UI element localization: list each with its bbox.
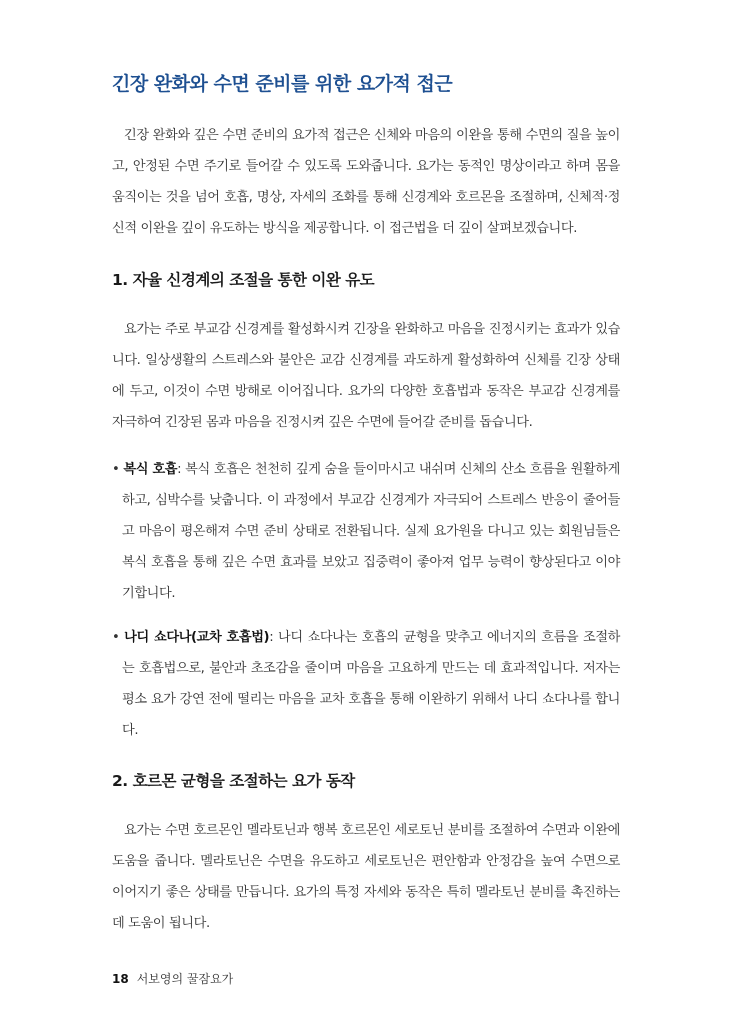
book-title: 서보영의 꿀잠요가 [136, 972, 234, 986]
section-2-heading: 2. 호르몬 균형을 조절하는 요가 동작 [112, 772, 355, 790]
section-1-paragraph: 요가는 주로 부교감 신경계를 활성화시켜 긴장을 완화하고 마음을 진정시키는 효과가 있습니다. 일상생활의 스트레스와 불안은 교감 신경계를 과도하게 활성화하여 신체를 긴장 상태에 두고, 이것이 수면 방해로 이어집니다. 요가의 다양한 호흡법과 동작은 부교감 신경계를 자극하여 긴장된 몸과 마음을 진정시켜 깊은 수면에 들어갈 준비를 돕습니다. [112, 322, 620, 430]
page-number: 18 [112, 972, 129, 986]
bullet-marker: • [112, 462, 124, 477]
page-title: 긴장 완화와 수면 준비를 위한 요가적 접근 [112, 73, 453, 95]
bullet-text: : 나디 쇼다나는 호흡의 균형을 맞추고 에너지의 흐름을 조절하는 호흡법으로, 불안과 초조감을 줄이며 마음을 고요하게 만드는 데 효과적입니다. 저자는 평소 요가 강연 전에 떨리는 마음을 교차 호흡을 통해 이완하기 위해서 나디 쇼다나를 합니다. [122, 630, 621, 738]
bullet-item-nadi-shodhana [112, 622, 620, 746]
bullet-term: 복식 호흡 [123, 462, 178, 477]
intro-paragraph: 긴장 완화와 깊은 수면 준비의 요가적 접근은 신체와 마음의 이완을 통해 수면의 질을 높이고, 안정된 수면 주기로 들어갈 수 있도록 도와줍니다. 요가는 동적인 명상이라고 하며 몸을 움직이는 것을 넘어 호흡, 명상, 자세의 조화를 통해 신경계와 호르몬을 조절하며, 신체적·정신적 이완을 깊이 유도하는 방식을 제공합니다. 이 접근법을 더 깊이 살펴보겠습니다. [112, 128, 620, 236]
bullet-text: : 복식 호흡은 천천히 깊게 숨을 들이마시고 내쉬며 신체의 산소 흐름을 원활하게 하고, 심박수를 낮춥니다. 이 과정에서 부교감 신경계가 자극되어 스트레스 반응이 줄어들고 마음이 평온해져 수면 준비 상태로 전환됩니다. 실제 요가원을 다니고 있는 회원님들은 복식 호흡을 통해 깊은 수면 효과를 보았고 집중력이 좋아져 업무 능력이 향상된다고 이야기합니다. [122, 462, 620, 601]
bullet-item-abdominal-breathing [112, 454, 620, 609]
section-2-paragraph: 요가는 수면 호르몬인 멜라토닌과 행복 호르몬인 세로토닌 분비를 조절하여 수면과 이완에 도움을 줍니다. 멜라토닌은 수면을 유도하고 세로토닌은 편안함과 안정감을 높여 수면으로 이어지기 좋은 상태를 만듭니다. 요가의 특정 자세와 동작은 특히 멜라토닌 분비를 촉진하는 데 도움이 됩니다. [112, 823, 620, 931]
bullet-marker: • [112, 630, 125, 645]
section-1-heading: 1. 자율 신경계의 조절을 통한 이완 유도 [112, 271, 375, 289]
bullet-term: 나디 쇼다나(교차 호흡법) [124, 630, 270, 645]
page-footer [112, 970, 233, 988]
